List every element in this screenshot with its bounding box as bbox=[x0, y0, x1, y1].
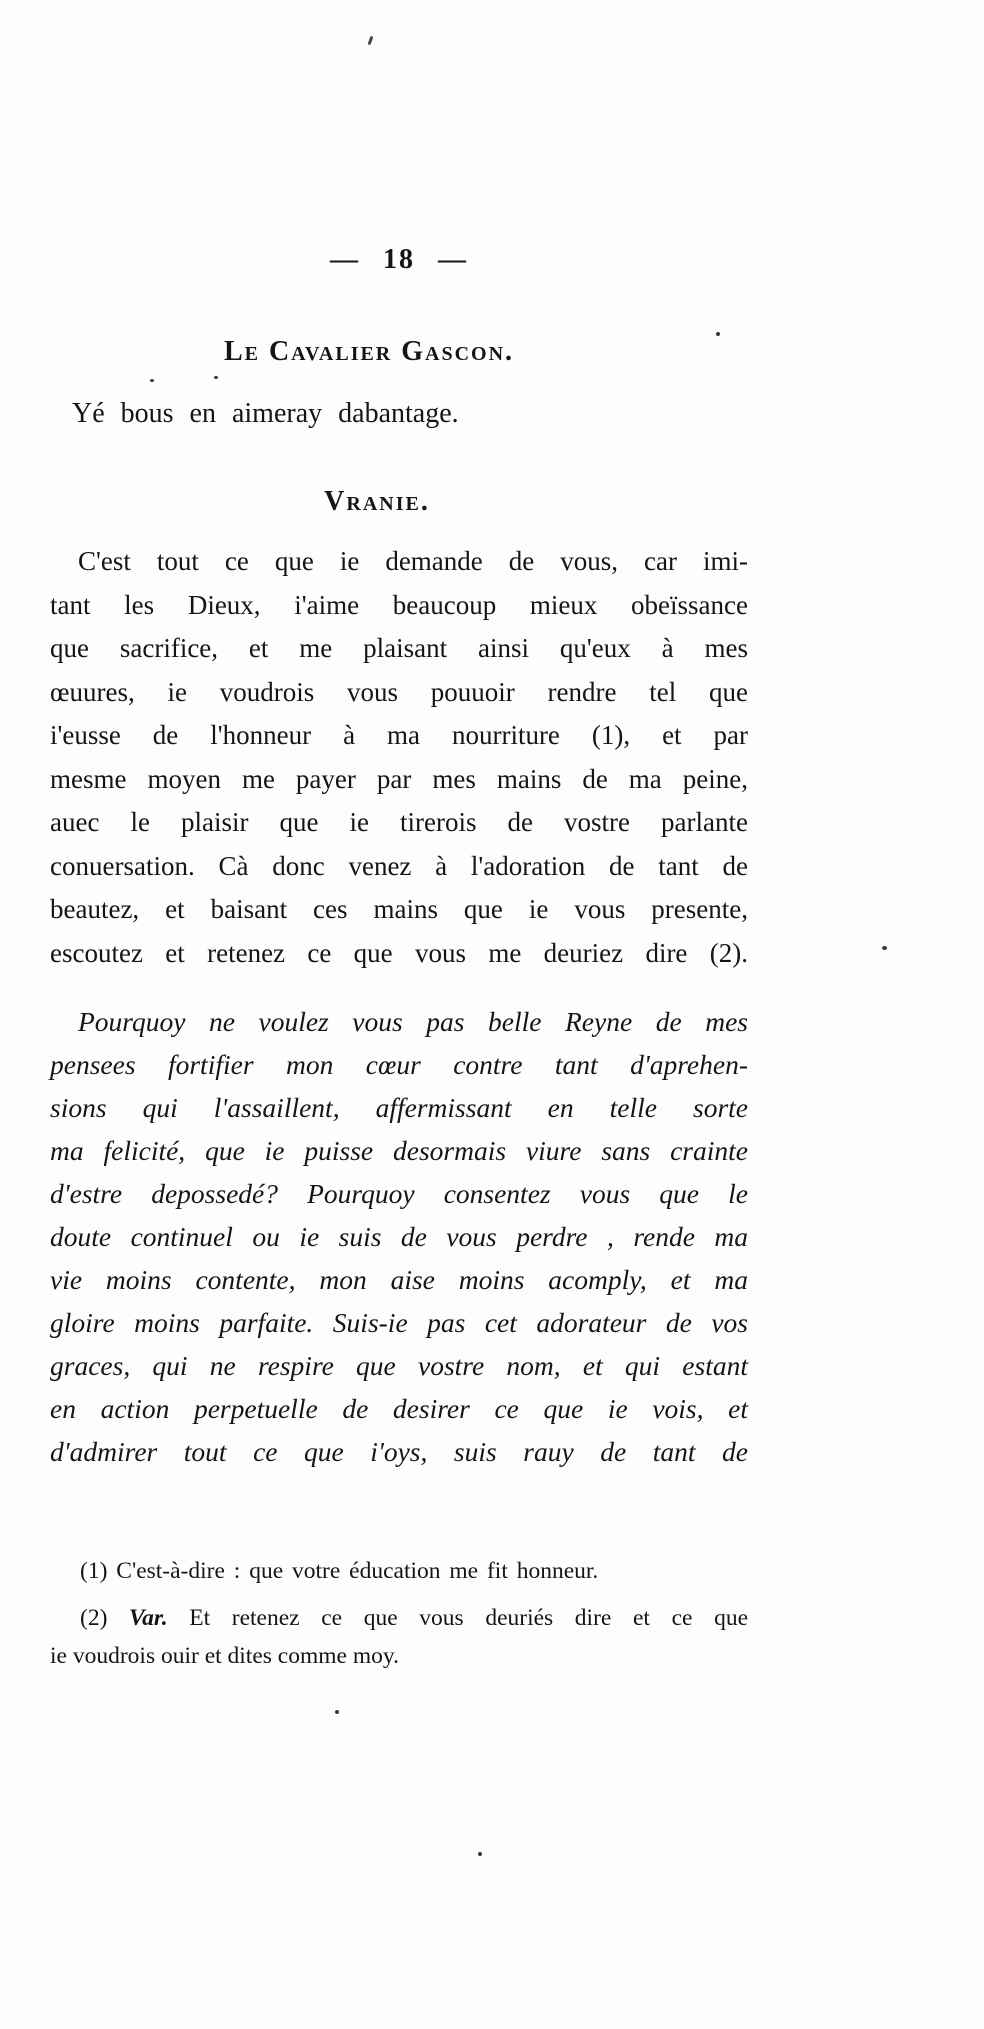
scan-speck bbox=[214, 376, 218, 379]
footnote-2-line-2: ie voudrois ouir et dites comme moy. bbox=[50, 1643, 399, 1669]
text-line: gloire moins parfaite. Suis-ie pas cet adorateur de vos bbox=[50, 1307, 748, 1338]
footnote-2-var-label: Var. bbox=[129, 1605, 168, 1631]
text-line: vie moins contente, mon aise moins acomply, et ma bbox=[50, 1264, 748, 1295]
speaker-heading-vranie: Vranie. bbox=[324, 486, 430, 517]
text-line: doute continuel ou ie suis de vous perdre , rende ma bbox=[50, 1221, 748, 1252]
text-line: pensees fortifier mon cœur contre tant d'aprehen- bbox=[50, 1049, 748, 1080]
text-line-with-footnote-ref-1: i'eusse de l'honneur à ma nourriture (1), et par bbox=[50, 720, 748, 750]
text-line-with-footnote-ref-2: escoutez et retenez ce que vous me deuriez dire (2). bbox=[50, 937, 748, 968]
text-line: Pourquoy ne voulez vous pas belle Reyne de mes bbox=[78, 1006, 748, 1037]
text-line: que sacrifice, et me plaisant ainsi qu'eux à mes bbox=[50, 633, 748, 663]
footnote-2 bbox=[50, 1599, 748, 1675]
text-line: en action perpetuelle de desirer ce que ie vois, et bbox=[50, 1393, 748, 1424]
text-line: d'estre depossedé? Pourquoy consentez vous que le bbox=[50, 1178, 748, 1209]
footnotes-section bbox=[50, 1552, 748, 1675]
text-line: tant les Dieux, i'aime beaucoup mieux obeïssance bbox=[50, 589, 748, 620]
page-number: — 18 — bbox=[330, 244, 468, 275]
footnote-2-line-1 bbox=[50, 1599, 748, 1637]
scan-speck bbox=[882, 946, 887, 950]
footnote-2-text: Et retenez ce que vous deuriés dire et ce que bbox=[189, 1605, 749, 1631]
scan-speck bbox=[368, 36, 374, 45]
text-line: C'est tout ce que ie demande de vous, car imi- bbox=[78, 546, 748, 576]
text-line: ma felicité, que ie puisse desormais viure sans crainte bbox=[50, 1135, 748, 1166]
text-line: auec le plaisir que ie tirerois de vostre parlante bbox=[50, 807, 748, 837]
text-line: d'admirer tout ce que i'oys, suis rauy de tant de bbox=[50, 1436, 748, 1467]
footnote-2-marker: (2) bbox=[80, 1605, 108, 1631]
scan-speck bbox=[478, 1852, 482, 1856]
text-line: mesme moyen me payer par mes mains de ma peine, bbox=[50, 763, 748, 794]
footnote-1 bbox=[50, 1552, 748, 1590]
vranie-speech-paragraph bbox=[50, 540, 748, 975]
speaker-heading-cavalier-gascon: Le Cavalier Gascon. bbox=[223, 336, 515, 367]
text-line: conuersation. Cà donc venez à l'adoration de tant de bbox=[50, 850, 748, 881]
vranie-italic-paragraph bbox=[50, 1000, 748, 1473]
gascon-dialogue-line: Yé bous en aimeray dabantage. bbox=[72, 398, 459, 429]
scan-speck bbox=[716, 332, 720, 336]
scan-speck bbox=[335, 1710, 339, 1714]
footnote-1-text: C'est-à-dire : que votre éducation me fit honneur. bbox=[116, 1558, 599, 1584]
text-line: œuures, ie voudrois vous pouuoir rendre tel que bbox=[50, 676, 748, 707]
text-line: sions qui l'assaillent, affermissant en telle sorte bbox=[50, 1092, 748, 1123]
footnote-1-marker: (1) bbox=[80, 1558, 108, 1584]
text-line: beautez, et baisant ces mains que ie vous presente, bbox=[50, 894, 748, 924]
scan-speck bbox=[150, 379, 154, 382]
text-line: graces, qui ne respire que vostre nom, et qui estant bbox=[50, 1350, 748, 1381]
